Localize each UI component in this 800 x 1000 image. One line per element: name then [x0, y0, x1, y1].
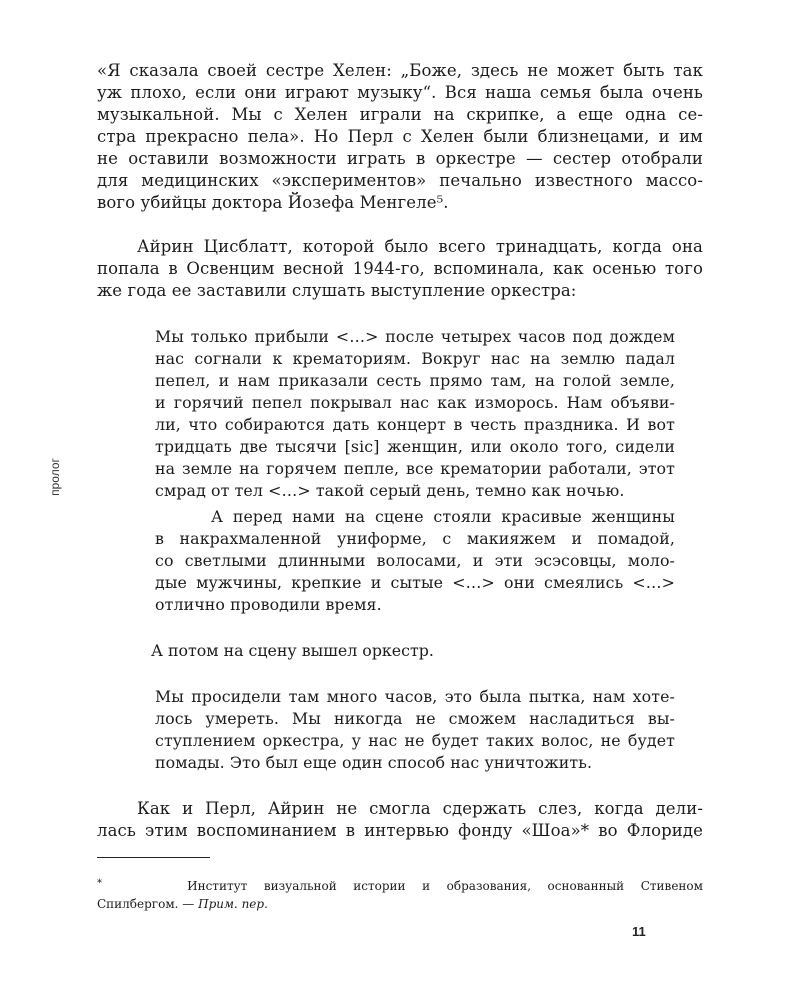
block-quote-3 [155, 686, 675, 774]
text-line: для медицинских «экспериментов» печально известного массо- [97, 171, 703, 190]
footnote-text: Институт визуальной истории и образования, основанный Стивеном [187, 879, 703, 893]
quote-line: помады. Это был еще один способ нас уничтожить. [155, 753, 593, 772]
quote-line: лось умереть. Мы никогда не сможем насладиться вы- [155, 709, 675, 728]
paragraph-1 [97, 60, 703, 214]
bridge-sentence: А потом на сцену вышел оркестр. [151, 641, 434, 660]
text-line: музыкальной. Мы с Хелен играли на скрипке, а еще одна се- [97, 105, 703, 124]
footnote-divider [97, 857, 210, 858]
footnote [97, 874, 703, 914]
quote-line: отлично проводили время. [155, 595, 382, 614]
quote-line: пепел, и нам приказали сесть прямо там, на голой земле, [155, 371, 675, 390]
quote-line: ли, что собираются дать концерт в честь праздника. И вот [155, 415, 675, 434]
text-line: стра прекрасно пела». Но Перл с Хелен были близнецами, и им [97, 127, 703, 146]
paragraph-2 [97, 236, 703, 302]
quote-line: Мы только прибыли <…> после четырех часов под дождем [155, 327, 675, 346]
block-quote-1 [155, 326, 675, 502]
footnote-line-1 [97, 874, 703, 894]
paragraph-3 [97, 798, 703, 842]
text-line: Как и Перл, Айрин не смогла сдержать слез, когда дели- [137, 799, 703, 818]
text-line: попала в Освенцим весной 1944-го, вспоминала, как осенью того [97, 259, 703, 278]
quote-line: нас согнали к крематориям. Вокруг нас на землю падал [155, 349, 675, 368]
quote-line: в накрахмаленной униформе, с макияжем и помадой, [155, 529, 675, 548]
quote-line: тридцать две тысячи [sic] женщин, или около того, сидели [155, 437, 675, 456]
page-number: 11 [632, 924, 646, 939]
text-line: Айрин Цисблатт, которой было всего тринадцать, когда она [137, 237, 703, 256]
quote-line: смрад от тел <…> такой серый день, темно как ночью. [155, 481, 625, 500]
footnote-line-2 [97, 894, 703, 914]
text-line: не оставили возможности играть в оркестре — сестер отобрали [97, 149, 703, 168]
block-quote-2 [155, 506, 675, 616]
text-line: же года ее заставили слушать выступление оркестра: [97, 281, 577, 300]
quote-line: со светлыми длинными волосами, и эти эсэсовцы, моло- [155, 551, 675, 570]
quote-line: А перед нами на сцене стояли красивые женщины [211, 507, 675, 526]
running-head: пролог [48, 458, 62, 496]
text-line: «Я сказала своей сестре Хелен: „Боже, здесь не может быть так [97, 61, 703, 80]
footnote-mark: * [97, 878, 102, 889]
quote-line: Мы просидели там много часов, это была пытка, нам хоте- [155, 687, 675, 706]
footnote-text: Спилбергом. — [97, 897, 199, 911]
quote-line: дые мужчины, крепкие и сытые <…> они смеялись <…> [155, 573, 675, 592]
text-line: лась этим воспоминанием в интервью фонду «Шоа»* во Флориде [97, 821, 703, 840]
text-line: уж плохо, если они играют музыку“. Вся наша семья была очень [97, 83, 703, 102]
quote-line: на земле на горячем пепле, все крематории работали, этот [155, 459, 675, 478]
translator-note: Прим. пер. [198, 897, 268, 911]
text-line: вого убийцы доктора Йозефа Менгеле⁵. [97, 193, 449, 212]
quote-line: ступлением оркестра, у нас не будет таких волос, не будет [155, 731, 675, 750]
quote-line: и горячий пепел покрывал нас как изморось. Нам объяви- [155, 393, 675, 412]
